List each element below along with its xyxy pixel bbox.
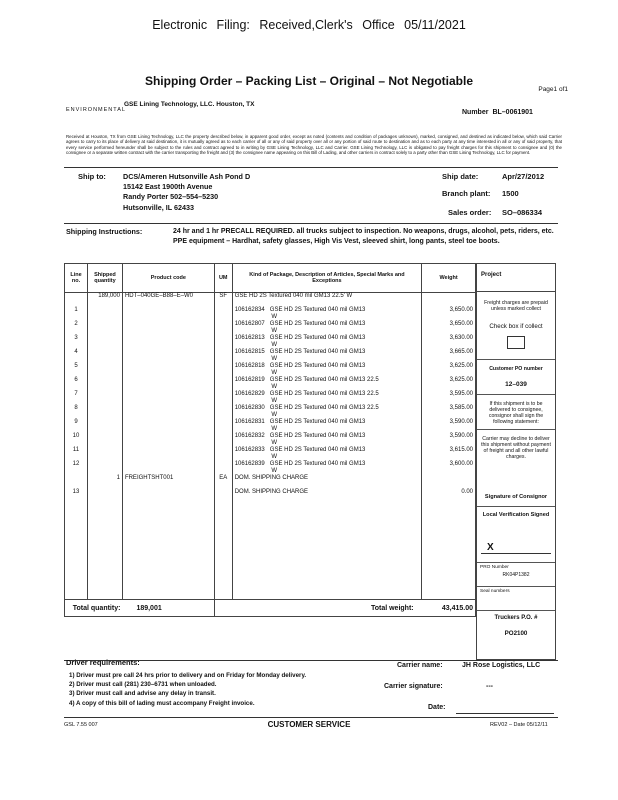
- ship-to-line2: 15142 East 1900th Avenue: [123, 182, 213, 192]
- driver-requirements-list: [69, 671, 306, 708]
- ship-to-line3: Randy Porter 502–554–5230: [123, 192, 219, 202]
- ship-to-line1: DCS/Ameren Hutsonville Ash Pond D: [123, 172, 251, 181]
- shipping-instructions-label: Shipping Instructions:: [66, 227, 143, 236]
- carrier-signature: ---: [486, 683, 493, 690]
- table-row: 1 106162834 GSE HD 2S Textured 040 mil GM13 W 3,650.00: [65, 307, 476, 321]
- filing-stamp: Electronic Filing: Received,Clerk's Office 05/11/2021: [152, 18, 466, 32]
- carrier-name-label: Carrier name:: [397, 662, 443, 669]
- totals-row: [65, 600, 476, 617]
- divider: [64, 717, 558, 718]
- carrier-signature-label: Carrier signature:: [384, 683, 443, 690]
- table-row: 2 106162807 GSE HD 2S Textured 040 mil GM13 W 3,650.00: [65, 321, 476, 335]
- list-item: 1) Driver must pre call 24 hrs prior to delivery and on Friday for Monday delivery.: [69, 672, 307, 679]
- col-line: Line no.: [65, 264, 88, 293]
- col-product: Product code: [122, 264, 214, 293]
- page-number: Page1 of1: [538, 86, 568, 93]
- list-item: 2) Driver must call (281) 230–6731 when unloaded.: [69, 681, 217, 689]
- truckers-po-label: Truckers P.O. #: [494, 615, 538, 621]
- shipping-instructions-text: 24 hr and 1 hr PRECALL REQUIRED. all trucks subject to inspection. No weapons, drugs, alcohol, pets, riders, etc. PPE equipment – Hardhat, safety glasses, High Vis Vest, sleeved shirt, long pants, steel toe boots.: [173, 228, 554, 245]
- table-row: [65, 293, 476, 308]
- freight-qty: 1: [87, 475, 122, 489]
- bill-number-label: Number: [462, 109, 489, 116]
- total-weight: 43,415.00: [422, 600, 476, 617]
- divider: [64, 223, 558, 224]
- signature-consignor-label: Signature of Consignor: [484, 494, 548, 500]
- main-product: HDT–040GE–B88–E–W0: [122, 293, 214, 308]
- local-verification-label: Local Verification Signed: [482, 512, 550, 518]
- ship-date-value: Apr/27/2012: [502, 172, 545, 181]
- decline-note: Carrier may decline to deliver this shipment without payment of freight and all other lawful charges.: [481, 436, 551, 460]
- list-item: 3) Driver must call and advise any delay in transit.: [69, 690, 216, 698]
- main-um: SF: [214, 293, 232, 308]
- ship-to-line4: Hutsonville, IL 62433: [123, 202, 194, 212]
- bill-number-value: BL–0061901: [492, 109, 533, 116]
- col-um: UM: [214, 264, 232, 293]
- branch-plant: [442, 189, 519, 198]
- total-qty-label: Total quantity:: [65, 600, 123, 617]
- table-row: 6 106162819 GSE HD 2S Textured 040 mil GM13 22.5 W 3,625.00: [65, 377, 476, 391]
- line13-no: 13: [65, 489, 88, 503]
- consignee-note: If this shipment is to be delivered to consignee, consignor shall sign the following statement:: [488, 401, 544, 425]
- main-qty: 189,000: [87, 293, 122, 308]
- total-weight-label: Total weight:: [232, 600, 421, 617]
- table-row: [65, 489, 476, 503]
- sales-order-value: SO–086334: [502, 208, 543, 217]
- carrier-date-label: Date:: [428, 704, 446, 711]
- main-desc: GSE HD 2S Textured 040 mil GM13 22.5' W: [232, 293, 421, 308]
- table-row: 11 106162833 GSE HD 2S Textured 040 mil GM13 W 3,615.00: [65, 447, 476, 461]
- project-header: Project: [477, 264, 555, 292]
- freight-prepaid-note: Freight charges are prepaid unless marked collect: [484, 300, 548, 312]
- environmental-logo-text: ENVIRONMENTAL: [66, 107, 126, 113]
- table-row: 12 106162839 GSE HD 2S Textured 040 mil GM13 W 3,600.00: [65, 461, 476, 475]
- branch-plant-value: 1500: [502, 189, 519, 198]
- freight-desc: DOM. SHIPPING CHARGE: [232, 475, 421, 489]
- pro-number-label: PRO Number: [480, 565, 509, 570]
- col-weight: Weight: [422, 264, 476, 293]
- table-row: 5 106162818 GSE HD 2S Textured 040 mil GM13 W 3,625.00: [65, 363, 476, 377]
- sales-order-label: Sales order:: [448, 208, 492, 217]
- freight-um: EA: [214, 475, 232, 489]
- pro-number-value: RK04P1382: [502, 572, 530, 578]
- ship-to-address: [123, 172, 250, 213]
- table-row: [65, 475, 476, 489]
- list-item: 4) A copy of this bill of lading must accompany Freight invoice.: [69, 699, 255, 707]
- ship-date: [442, 172, 545, 181]
- footer-form-code: GSL 7.55 007: [64, 722, 98, 728]
- col-shipped: Shipped quantity: [87, 264, 122, 293]
- items-table: [64, 263, 476, 617]
- seal-numbers-label: Seal numbers: [480, 589, 510, 594]
- table-row: 4 106162815 GSE HD 2S Textured 040 mil GM13 W 3,665.00: [65, 349, 476, 363]
- table-row: 10 106162832 GSE HD 2S Textured 040 mil GM13 W 3,590.00: [65, 433, 476, 447]
- truckers-po-value: PO2100: [504, 630, 528, 637]
- table-row: 8 106162830 GSE HD 2S Textured 040 mil GM13 22.5 W 3,585.00: [65, 405, 476, 419]
- customer-po-value: 12–039: [505, 381, 527, 388]
- terms-fine-print: Received at Houston, TX from GSE Lining Technology, LLC the property described below, in apparent good order, except as noted (contents and condition of packages unknown), marked, consigned, and destined as indicated below, which said Carrier agrees to carry to its place of delivery at said destination, it is mutually agreed as to each carrier of all or any of said property over all or any portion of said route to destination and as to each party at any time interested in all or any of said property, that every service performed hereunder shall be subject to the rules and contract agreed to in writing by GSE Lining Technology, LLC and Carrier. GSE Lining Technology, LLC is obligated to pay freight charges for this shipment to consignee and (0) the consignee or a separate written contract with the carrier transporting the freight and (3) the consignee name appearing on this Bill of Lading, and other carriers in contract solely to a party other than GSE Lining Technology, LLC for payment.: [66, 134, 562, 156]
- ship-to-label: Ship to:: [78, 172, 106, 181]
- bill-number: [458, 109, 533, 116]
- branch-plant-label: Branch plant:: [442, 189, 491, 198]
- collect-checkbox[interactable]: [507, 336, 525, 349]
- collect-label: Check box if collect: [489, 323, 543, 330]
- table-row: 9 106162831 GSE HD 2S Textured 040 mil GM13 W 3,590.00: [65, 419, 476, 433]
- ship-date-label: Ship date:: [442, 172, 479, 181]
- line13-weight: 0.00: [422, 489, 476, 503]
- table-row: 7 106162829 GSE HD 2S Textured 040 mil GM13 22.5 W 3,595.00: [65, 391, 476, 405]
- customer-po-label: Customer PO number: [489, 366, 543, 372]
- sales-order: [448, 208, 543, 217]
- carrier-name: JH Rose Logistics, LLC: [462, 662, 541, 669]
- total-qty: 189,001: [122, 600, 214, 617]
- footer-revision: REV02 – Date 05/12/11: [490, 722, 548, 728]
- freight-product: FREIGHTSHT001: [122, 475, 214, 489]
- company-name: GSE Lining Technology, LLC. Houston, TX: [124, 101, 255, 108]
- date-line: [456, 713, 554, 714]
- signature-x-mark: X: [481, 542, 551, 554]
- table-filler: [65, 503, 476, 600]
- document-title: Shipping Order – Packing List – Original – Not Negotiable: [144, 74, 474, 88]
- project-column: [476, 263, 556, 660]
- driver-requirements-label: Driver requirements:: [66, 658, 140, 667]
- col-kind: Kind of Package, Description of Articles, Special Marks and Exceptions: [232, 264, 421, 293]
- customer-service: CUSTOMER SERVICE: [267, 720, 351, 729]
- table-row: 3 106162813 GSE HD 2S Textured 040 mil GM13 W 3,630.00: [65, 335, 476, 349]
- line13-desc: DOM. SHIPPING CHARGE: [232, 489, 421, 503]
- divider: [64, 167, 558, 168]
- table-header-row: [65, 264, 476, 293]
